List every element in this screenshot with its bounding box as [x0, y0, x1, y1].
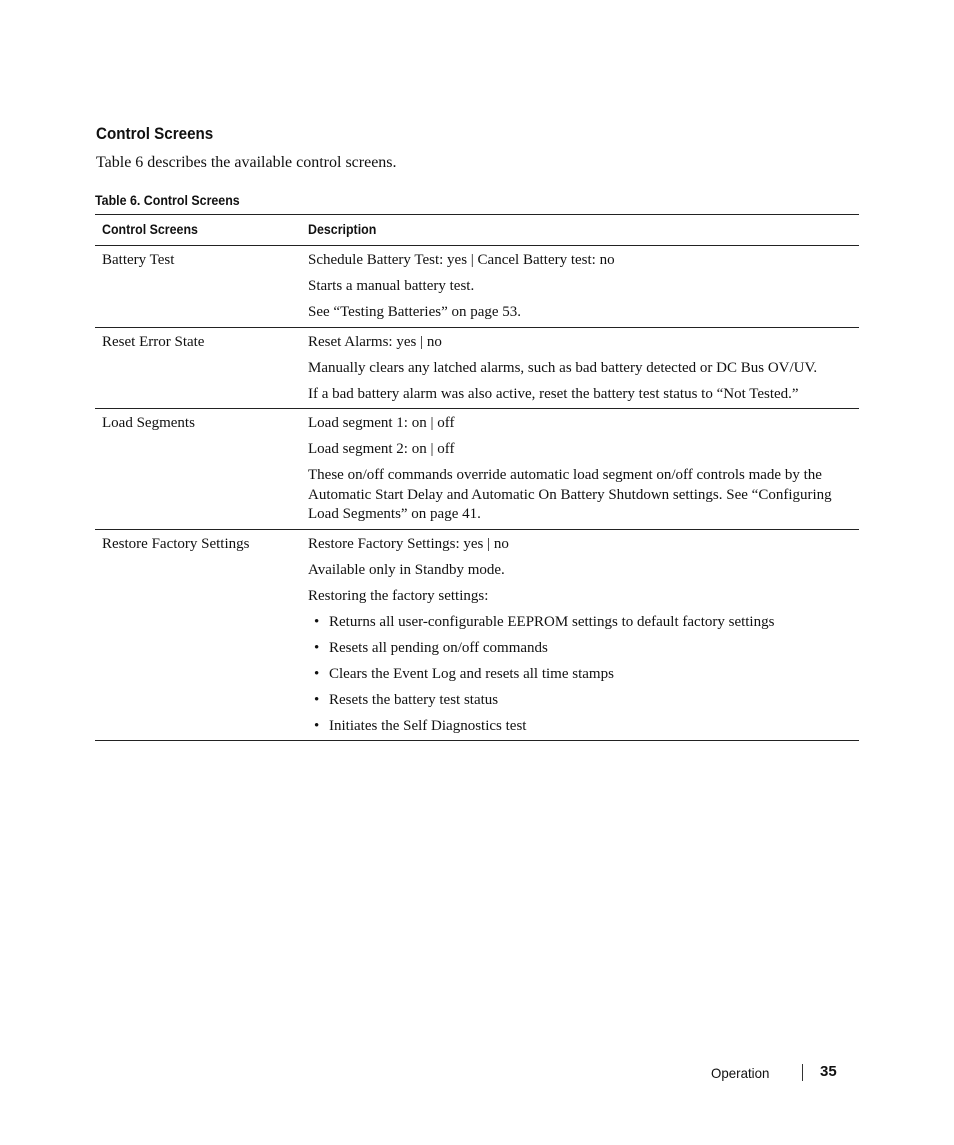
list-item-text: Resets the battery test status	[329, 691, 499, 708]
row-description	[308, 414, 854, 525]
footer-section-name: Operation	[711, 1065, 770, 1081]
description-paragraph: Load segment 1: on | off	[308, 415, 455, 431]
table-row	[95, 409, 859, 530]
row-description	[308, 535, 854, 737]
table-row	[95, 246, 859, 328]
row-name: Reset Error State	[102, 333, 205, 350]
list-item	[308, 665, 854, 685]
row-name: Battery Test	[102, 252, 175, 268]
description-paragraph: Schedule Battery Test: yes | Cancel Battery test: no	[308, 252, 615, 268]
bullet-icon: •	[314, 717, 320, 734]
header-description: Description	[308, 222, 377, 237]
footer-divider	[802, 1064, 803, 1081]
control-screens-table	[95, 214, 859, 741]
description-paragraph: Available only in Standby mode.	[308, 561, 505, 578]
bullet-icon: •	[314, 665, 320, 682]
row-name: Restore Factory Settings	[102, 535, 250, 552]
description-paragraph: Starts a manual battery test.	[308, 278, 475, 294]
table-row	[95, 530, 859, 742]
description-paragraph: Load segment 2: on | off	[308, 441, 455, 457]
list-item-text: Resets all pending on/off commands	[329, 639, 548, 656]
list-item	[308, 613, 854, 633]
bullet-list	[308, 613, 854, 737]
description-paragraph: See “Testing Batteries” on page 53.	[308, 304, 522, 320]
bullet-icon: •	[314, 613, 320, 630]
bullet-icon: •	[314, 691, 320, 708]
list-item	[308, 691, 854, 711]
list-item-text: Clears the Event Log and resets all time stamps	[329, 665, 614, 682]
table-header	[95, 214, 859, 246]
list-item	[308, 717, 854, 737]
description-paragraph: Reset Alarms: yes | no	[308, 333, 442, 350]
list-item	[308, 639, 854, 659]
description-paragraph: Restore Factory Settings: yes | no	[308, 535, 509, 552]
list-item-text: Initiates the Self Diagnostics test	[329, 717, 527, 734]
page-number: 35	[820, 1063, 837, 1080]
intro-text: Table 6 describes the available control screens.	[96, 154, 397, 171]
bullet-icon: •	[314, 639, 320, 656]
description-paragraph: These on/off commands override automatic load segment on/off controls made by the Automatic Start Delay and Automatic On Battery Shutdown settings. See “Configuring Load Segments” on page 41.	[308, 467, 832, 522]
table-row	[95, 328, 859, 410]
row-description	[308, 251, 854, 323]
description-paragraph: Manually clears any latched alarms, such as bad battery detected or DC Bus OV/UV.	[308, 359, 818, 376]
row-name: Load Segments	[102, 415, 195, 431]
section-title: Control Screens	[96, 125, 214, 143]
list-item-text: Returns all user-configurable EEPROM settings to default factory settings	[329, 613, 775, 630]
header-control-screens: Control Screens	[102, 222, 198, 237]
table-caption: Table 6. Control Screens	[95, 193, 240, 208]
description-paragraph: If a bad battery alarm was also active, reset the battery test status to “Not Tested.”	[308, 385, 799, 402]
description-paragraph: Restoring the factory settings:	[308, 587, 489, 604]
row-description	[308, 333, 854, 405]
